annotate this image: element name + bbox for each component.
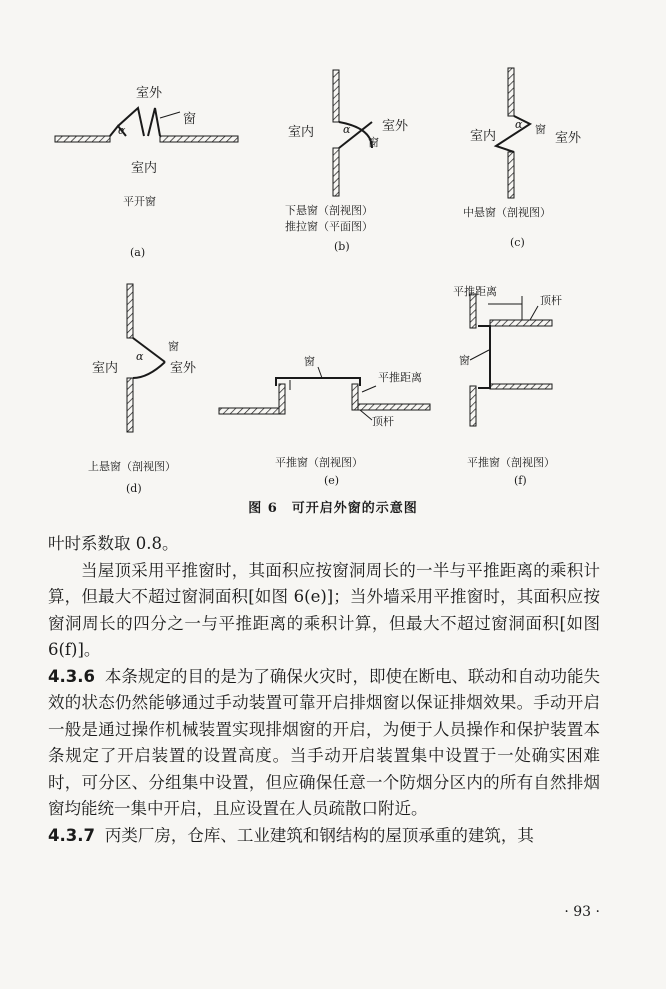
f-top-rod-label: 顶杆 xyxy=(540,294,562,307)
body-text xyxy=(48,531,600,849)
section-number-4-3-6: 4.3.6 xyxy=(48,666,95,686)
a-inside-label: 室内 xyxy=(131,161,158,176)
a-alpha: α xyxy=(118,124,126,137)
d-window-name: 上悬窗（剖视图） xyxy=(88,460,176,473)
b-window-label: 窗 xyxy=(368,136,379,149)
c-inside-label: 室内 xyxy=(470,129,497,144)
e-window-name: 平推窗（剖视图） xyxy=(275,456,363,469)
c-alpha: α xyxy=(515,118,523,131)
section-4-3-6 xyxy=(48,664,600,823)
figure-caption: 图 6 可开启外窗的示意图 xyxy=(248,501,418,516)
e-top-rod-label: 顶杆 xyxy=(372,415,394,428)
e-letter: (e) xyxy=(324,474,340,487)
b-window-name-2: 推拉窗（平面图） xyxy=(285,220,373,233)
d-letter: (d) xyxy=(126,482,142,495)
a-window-label: 窗 xyxy=(183,112,197,127)
c-letter: (c) xyxy=(510,236,525,249)
d-inside-label: 室内 xyxy=(92,361,119,376)
e-window-label: 窗 xyxy=(304,355,315,368)
section-4-3-7-text: 丙类厂房，仓库、工业建筑和钢结构的屋顶承重的建筑，其 xyxy=(104,825,534,845)
b-inside-label: 室内 xyxy=(288,125,315,140)
diagram-e xyxy=(219,354,430,487)
a-window-name: 平开窗 xyxy=(123,195,156,208)
paragraph-2: 当屋顶采用平推窗时，其面积应按窗洞周长的一半与平推距离的乘积计算，但最大不超过窗洞面积[如图 6(e)]；当外墙采用平推窗时，其面积应按窗洞周长的四分之一与平推距离的乘积计算，但最大不超过窗洞面积[如图 6(f)]。 xyxy=(48,560,600,659)
d-outside-label: 室外 xyxy=(170,361,197,376)
page-number: · 93 · xyxy=(564,904,600,920)
section-4-3-7 xyxy=(48,823,600,850)
f-push-distance-label: 平推距离 xyxy=(453,285,497,298)
paragraph-1: 叶时系数取 0.8。 xyxy=(48,534,179,553)
a-letter: (a) xyxy=(130,246,146,259)
diagram-c xyxy=(463,68,582,249)
d-window-label: 窗 xyxy=(168,340,179,353)
e-push-distance-label: 平推距离 xyxy=(378,371,422,384)
diagram-a xyxy=(55,86,238,259)
a-outside-label: 室外 xyxy=(136,86,163,101)
f-letter: (f) xyxy=(514,474,527,487)
diagram-b xyxy=(285,70,409,253)
section-number-4-3-7: 4.3.7 xyxy=(48,825,95,845)
b-window-name-1: 下悬窗（剖视图） xyxy=(285,204,373,217)
section-4-3-6-text: 本条规定的目的是为了确保火灾时，即使在断电、联动和自动功能失效的状态仍然能够通过手动装置可靠开启排烟窗以保证排烟效果。手动开启一般是通过操作机械装置实现排烟窗的开启，为便于人员操作和保护装置本条规定了开启装置的设置高度。当手动开启装置集中设置于一处确实困难时，可分区、分组集中设置，但应确保任意一个防烟分区内的所有自然排烟窗均能统一集中开启，且应设置在人员疏散口附近。 xyxy=(48,666,600,818)
f-window-label: 窗 xyxy=(459,354,470,367)
d-alpha: α xyxy=(136,350,144,363)
b-alpha: α xyxy=(343,123,351,136)
f-window-name: 平推窗（剖视图） xyxy=(467,456,555,469)
b-letter: (b) xyxy=(334,240,350,253)
b-outside-label: 室外 xyxy=(382,119,409,134)
c-window-name: 中悬窗（剖视图） xyxy=(463,206,551,219)
diagram-f xyxy=(453,284,562,487)
c-outside-label: 室外 xyxy=(555,131,582,146)
diagram-d xyxy=(88,284,197,495)
c-window-label: 窗 xyxy=(535,123,546,136)
